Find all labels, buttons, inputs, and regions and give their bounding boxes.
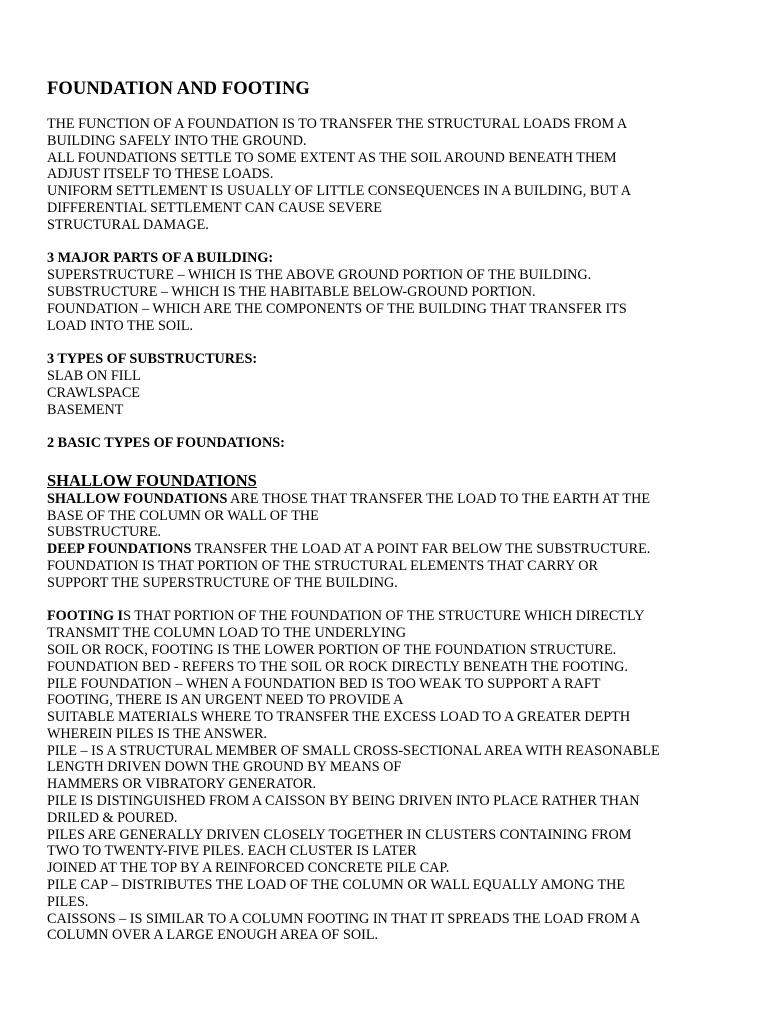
shallow-line: SUPPORT THE SUPERSTRUCTURE OF THE BUILDING. xyxy=(47,574,398,591)
parts-line: SUBSTRUCTURE – WHICH IS THE HABITABLE BELOW-GROUND PORTION. xyxy=(47,283,536,300)
parts-line: FOUNDATION – WHICH ARE THE COMPONENTS OF THE BUILDING THAT TRANSFER ITS xyxy=(47,300,627,317)
parts-line: LOAD INTO THE SOIL. xyxy=(47,317,194,334)
blank-line xyxy=(47,418,727,435)
document-body xyxy=(47,116,727,944)
blank-line xyxy=(47,592,727,609)
footing-line: TRANSMIT THE COLUMN LOAD TO THE UNDERLYING xyxy=(47,625,407,642)
footing-line: PILE IS DISTINGUISHED FROM A CAISSON BY BEING DRIVEN INTO PLACE RATHER THAN xyxy=(47,793,640,810)
shallow-line: BASE OF THE COLUMN OR WALL OF THE xyxy=(47,507,319,524)
footing-definition: S THAT PORTION OF THE FOUNDATION OF THE STRUCTURE WHICH DIRECTLY xyxy=(123,608,645,625)
intro-line: DIFFERENTIAL SETTLEMENT CAN CAUSE SEVERE xyxy=(47,199,382,216)
footing-line: DRILED & POURED. xyxy=(47,809,178,826)
deep-term: DEEP FOUNDATIONS xyxy=(47,541,192,558)
intro-line: THE FUNCTION OF A FOUNDATION IS TO TRANSFER THE STRUCTURAL LOADS FROM A xyxy=(47,116,628,132)
intro-line: ALL FOUNDATIONS SETTLE TO SOME EXTENT AS THE SOIL AROUND BENEATH THEM xyxy=(47,149,617,166)
footing-term: FOOTING I xyxy=(47,608,124,625)
substructures-heading: 3 TYPES OF SUBSTRUCTURES: xyxy=(47,351,258,368)
deep-line xyxy=(47,541,727,558)
intro-line: UNIFORM SETTLEMENT IS USUALLY OF LITTLE CONSEQUENCES IN A BUILDING, BUT A xyxy=(47,183,631,200)
substructure-item: CRAWLSPACE xyxy=(47,384,140,401)
footing-line: TWO TO TWENTY-FIVE PILES. EACH CLUSTER IS LATER xyxy=(47,843,417,860)
footing-line: JOINED AT THE TOP BY A REINFORCED CONCRETE PILE CAP. xyxy=(47,860,450,877)
shallow-foundations-heading: SHALLOW FOUNDATIONS xyxy=(47,470,257,490)
blank-line xyxy=(47,234,727,251)
intro-line: ADJUST ITSELF TO THESE LOADS. xyxy=(47,166,274,183)
parts-heading: 3 MAJOR PARTS OF A BUILDING: xyxy=(47,250,274,267)
shallow-term: SHALLOW FOUNDATIONS xyxy=(47,490,228,507)
shallow-line xyxy=(47,491,727,508)
shallow-line: SUBSTRUCTURE. xyxy=(47,524,161,541)
footing-line: PILE CAP – DISTRIBUTES THE LOAD OF THE COLUMN OR WALL EQUALLY AMONG THE xyxy=(47,877,626,894)
blank-line xyxy=(47,452,727,469)
document-title: FOUNDATION AND FOOTING xyxy=(47,79,310,99)
foundation-types-heading: 2 BASIC TYPES OF FOUNDATIONS: xyxy=(47,435,285,452)
blank-line xyxy=(47,334,727,351)
substructure-item: BASEMENT xyxy=(47,401,124,418)
footing-line xyxy=(47,608,727,625)
footing-line: LENGTH DRIVEN DOWN THE GROUND BY MEANS OF xyxy=(47,759,402,776)
parts-line: SUPERSTRUCTURE – WHICH IS THE ABOVE GROUND PORTION OF THE BUILDING. xyxy=(47,267,592,284)
footing-line: COLUMN OVER A LARGE ENOUGH AREA OF SOIL. xyxy=(47,927,379,944)
footing-line: CAISSONS – IS SIMILAR TO A COLUMN FOOTING IN THAT IT SPREADS THE LOAD FROM A xyxy=(47,910,641,927)
shallow-line: FOUNDATION IS THAT PORTION OF THE STRUCTURAL ELEMENTS THAT CARRY OR xyxy=(47,557,598,574)
footing-line: WHEREIN PILES IS THE ANSWER. xyxy=(47,725,268,742)
footing-line: FOOTING, THERE IS AN URGENT NEED TO PROVIDE A xyxy=(47,692,404,709)
footing-line: SUITABLE MATERIALS WHERE TO TRANSFER THE EXCESS LOAD TO A GREATER DEPTH xyxy=(47,709,631,726)
footing-line: PILE FOUNDATION – WHEN A FOUNDATION BED IS TOO WEAK TO SUPPORT A RAFT xyxy=(47,675,601,692)
footing-line: SOIL OR ROCK, FOOTING IS THE LOWER PORTION OF THE FOUNDATION STRUCTURE. xyxy=(47,641,617,658)
footing-line: PILES ARE GENERALLY DRIVEN CLOSELY TOGETHER IN CLUSTERS CONTAINING FROM xyxy=(47,826,632,843)
footing-line: PILES. xyxy=(47,893,89,910)
shallow-definition: ARE THOSE THAT TRANSFER THE LOAD TO THE EARTH AT THE xyxy=(227,490,650,507)
deep-definition: TRANSFER THE LOAD AT A POINT FAR BELOW THE SUBSTRUCTURE. xyxy=(191,541,651,558)
document-page xyxy=(47,78,727,944)
substructure-item: SLAB ON FILL xyxy=(47,367,141,384)
footing-line: HAMMERS OR VIBRATORY GENERATOR. xyxy=(47,776,317,793)
footing-line: PILE – IS A STRUCTURAL MEMBER OF SMALL CROSS-SECTIONAL AREA WITH REASONABLE xyxy=(47,742,660,759)
footing-line: FOUNDATION BED - REFERS TO THE SOIL OR ROCK DIRECTLY BENEATH THE FOOTING. xyxy=(47,658,628,675)
intro-line: BUILDING SAFELY INTO THE GROUND. xyxy=(47,132,307,149)
intro-line: STRUCTURAL DAMAGE. xyxy=(47,216,209,233)
